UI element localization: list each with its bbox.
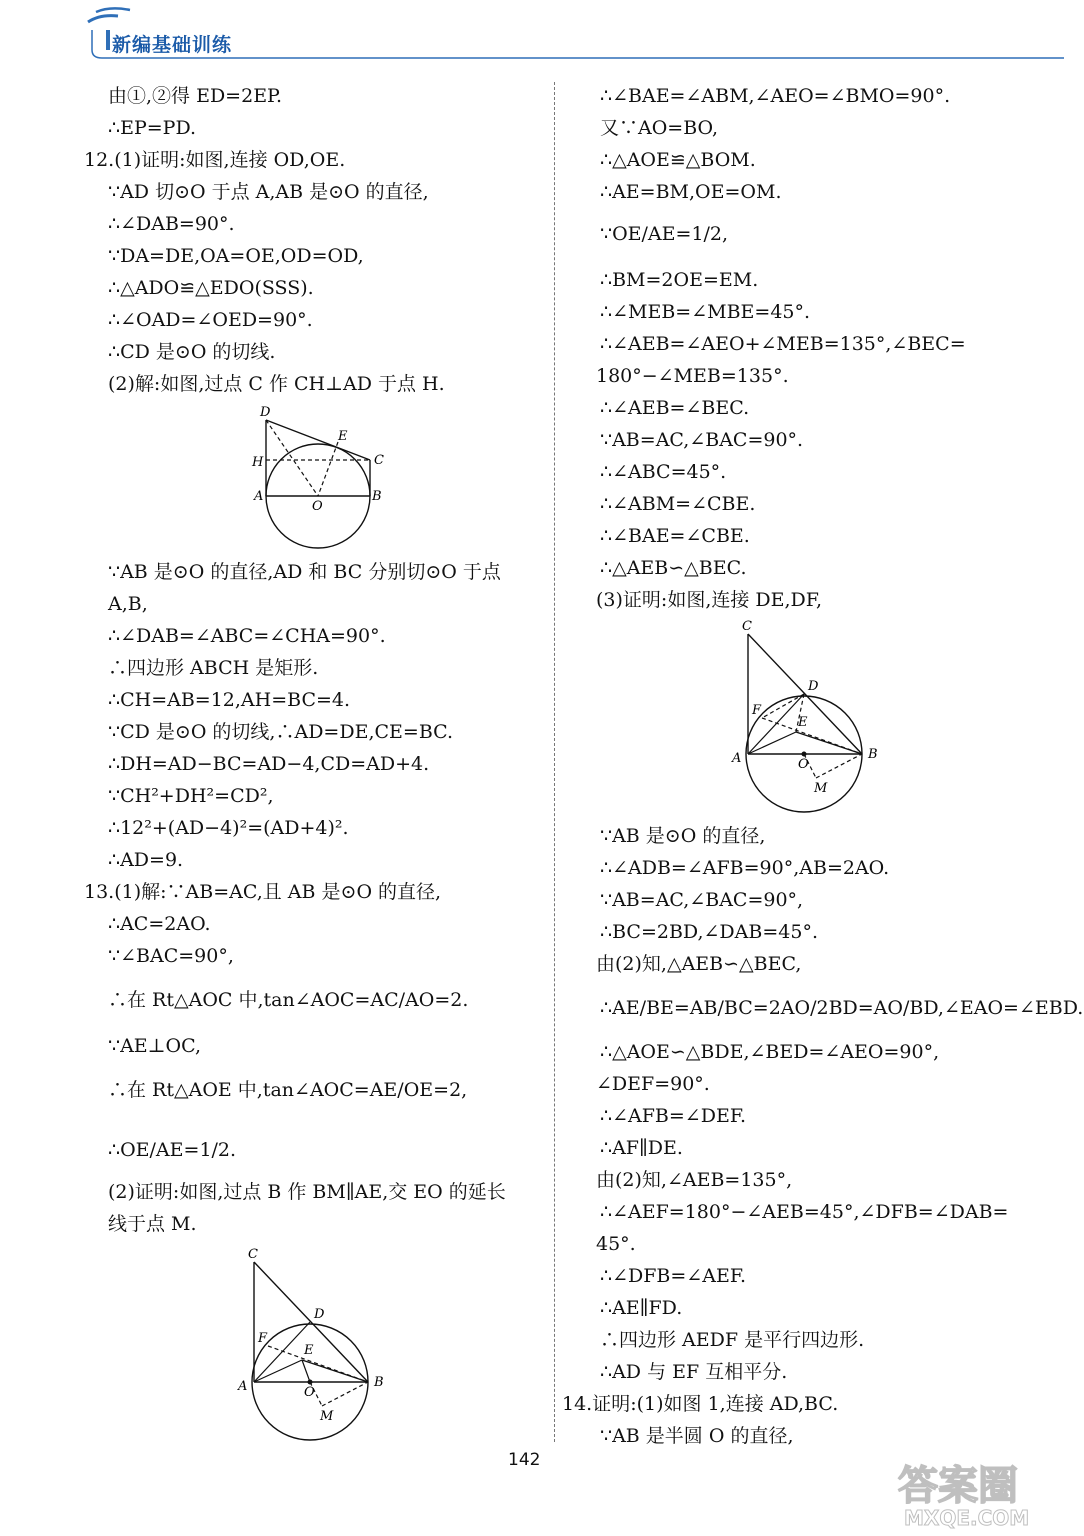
- text-line: 由①,②得 ED=2EP.: [108, 85, 283, 107]
- fig12-label-o: O: [312, 499, 323, 514]
- text-line: 由(2)知,∠AEB=135°,: [596, 1169, 793, 1191]
- page-number: 142: [508, 1450, 541, 1470]
- fig13a-label-d: D: [314, 1307, 325, 1322]
- text-line: ∵AB 是⊙O 的直径,AD 和 BC 分别切⊙O 于点: [108, 561, 501, 583]
- text-line: ∵CH²+DH²=CD²,: [108, 785, 274, 807]
- fig13b-label-d: D: [808, 679, 819, 694]
- figure-13a-diagram: [234, 1242, 404, 1442]
- text-line: ∵AB 是半圆 O 的直径,: [600, 1425, 794, 1447]
- text-line: ∴BC=2BD,∠DAB=45°.: [600, 921, 818, 943]
- fig12-label-e: E: [338, 429, 348, 444]
- text-line: ∴OE/AE=1/2.: [108, 1139, 237, 1161]
- text-line: ∴DH=AD−BC=AD−4,CD=AD+4.: [108, 753, 430, 775]
- text-line: ∴∠ABC=45°.: [600, 461, 727, 483]
- problem-13-heading: 13.(1)解:∵AB=AC,且 AB 是⊙O 的直径,: [84, 881, 442, 903]
- page-header: [0, 0, 1084, 70]
- text-line: ∴∠ABM=∠CBE.: [600, 493, 756, 515]
- text-line: ∴AE/BE=AB/BC=2AO/2BD=AO/BD,∠EAO=∠EBD.: [600, 997, 1084, 1019]
- text-line: ∴△AEB∽△BEC.: [600, 557, 747, 579]
- text-line: ∴∠AFB=∠DEF.: [600, 1105, 747, 1127]
- text-line: ∵AB=AC,∠BAC=90°,: [600, 889, 804, 911]
- text-line: ∵OE/AE=1/2,: [600, 223, 729, 245]
- watermark-line1: 答案圈: [898, 1463, 1018, 1509]
- watermark-logo-icon: [890, 1455, 1070, 1531]
- fig13b-label-a: A: [732, 751, 742, 766]
- text-line: (2)解:如图,过点 C 作 CH⊥AD 于点 H.: [108, 373, 445, 395]
- text-line: ∴EP=PD.: [108, 117, 197, 139]
- fig13a-label-o: O: [304, 1385, 315, 1400]
- text-line: ∴AD 与 EF 互相平分.: [600, 1361, 788, 1383]
- fig13b-label-o: O: [798, 757, 809, 772]
- text-line: 又∵AO=BO,: [600, 117, 719, 139]
- fig13a-label-m: M: [320, 1409, 334, 1424]
- text-line: ∴四边形 ABCH 是矩形.: [108, 657, 319, 679]
- fig12-label-a: A: [254, 489, 264, 504]
- fig13b-label-b: B: [868, 747, 878, 762]
- text-line: ∵CD 是⊙O 的切线,∴AD=DE,CE=BC.: [108, 721, 454, 743]
- text-line: ∴AE∥FD.: [600, 1297, 683, 1319]
- text-line: ∴∠ADB=∠AFB=90°,AB=2AO.: [600, 857, 890, 879]
- text-line: 线于点 M.: [108, 1213, 197, 1235]
- text-line: ∴BM=2OE=EM.: [600, 269, 759, 291]
- text-line: ∴AE=BM,OE=OM.: [600, 181, 782, 203]
- figure-12-diagram: [250, 400, 400, 552]
- text-line: ∴∠BAE=∠CBE.: [600, 525, 750, 547]
- text-line: ∴∠DFB=∠AEF.: [600, 1265, 747, 1287]
- text-line: 180°−∠MEB=135°.: [596, 365, 789, 387]
- text-line: 45°.: [596, 1233, 636, 1255]
- text-line: 由(2)知,△AEB∽△BEC,: [596, 953, 802, 975]
- text-line: ∴∠MEB=∠MBE=45°.: [600, 301, 811, 323]
- problem-14-heading: 14.证明:(1)如图 1,连接 AD,BC.: [562, 1393, 839, 1415]
- text-line: ∴∠AEB=∠BEC.: [600, 397, 750, 419]
- header-title: 新编基础训练: [112, 34, 233, 56]
- text-line: ∴△AOE≌△BOM.: [600, 149, 756, 171]
- text-line: ∴AC=2AO.: [108, 913, 211, 935]
- fig13b-label-c: C: [742, 619, 752, 634]
- text-line: ∵AD 切⊙O 于点 A,AB 是⊙O 的直径,: [108, 181, 429, 203]
- text-line: ∠DEF=90°.: [596, 1073, 710, 1095]
- fig13a-label-b: B: [374, 1375, 384, 1390]
- text-line: ∴∠AEF=180°−∠AEB=45°,∠DFB=∠DAB=: [600, 1201, 1009, 1223]
- text-line: ∵DA=DE,OA=OE,OD=OD,: [108, 245, 364, 267]
- text-line: ∵AB=AC,∠BAC=90°.: [600, 429, 804, 451]
- fig13b-label-e: E: [798, 715, 808, 730]
- column-divider: [554, 82, 555, 1442]
- text-line: ∴∠BAE=∠ABM,∠AEO=∠BMO=90°.: [600, 85, 951, 107]
- text-line: ∴四边形 AEDF 是平行四边形.: [600, 1329, 865, 1351]
- text-line: (3)证明:如图,连接 DE,DF,: [596, 589, 823, 611]
- text-line: ∴在 Rt△AOE 中,tan∠AOC=AE/OE=2,: [108, 1079, 468, 1101]
- fig13a-label-a: A: [238, 1379, 248, 1394]
- problem-12-heading: 12.(1)证明:如图,连接 OD,OE.: [84, 149, 346, 171]
- text-line: ∴AF∥DE.: [600, 1137, 683, 1159]
- text-line: ∵∠BAC=90°,: [108, 945, 234, 967]
- text-line: ∴在 Rt△AOC 中,tan∠AOC=AC/AO=2.: [108, 989, 469, 1011]
- text-line: ∵AE⊥OC,: [108, 1035, 202, 1057]
- fig13b-label-m: M: [814, 781, 828, 796]
- text-line: ∴∠DAB=90°.: [108, 213, 235, 235]
- text-line: ∴∠OAD=∠OED=90°.: [108, 309, 313, 331]
- watermark-line2: MXQE.COM: [904, 1506, 1030, 1530]
- fig13a-label-c: C: [248, 1247, 258, 1262]
- text-line: ∴△ADO≌△EDO(SSS).: [108, 277, 314, 299]
- text-line: (2)证明:如图,过点 B 作 BM∥AE,交 EO 的延长: [108, 1181, 506, 1203]
- figure-13b-diagram: [728, 614, 898, 814]
- text-line: A,B,: [108, 593, 148, 615]
- text-line: ∴CD 是⊙O 的切线.: [108, 341, 276, 363]
- fig12-label-c: C: [374, 453, 384, 468]
- text-line: ∴12²+(AD−4)²=(AD+4)².: [108, 817, 349, 839]
- text-line: ∴∠AEB=∠AEO+∠MEB=135°,∠BEC=: [600, 333, 966, 355]
- fig12-label-b: B: [372, 489, 382, 504]
- fig12-label-h: H: [252, 455, 264, 470]
- text-line: ∴∠DAB=∠ABC=∠CHA=90°.: [108, 625, 386, 647]
- text-line: ∴△AOE∽△BDE,∠BED=∠AEO=90°,: [600, 1041, 940, 1063]
- fig12-label-d: D: [260, 405, 271, 420]
- fig13a-label-f: F: [258, 1331, 268, 1346]
- text-line: ∴AD=9.: [108, 849, 184, 871]
- text-line: ∵AB 是⊙O 的直径,: [600, 825, 766, 847]
- fig13a-label-e: E: [304, 1343, 314, 1358]
- fig13b-label-f: F: [752, 703, 762, 718]
- text-line: ∴CH=AB=12,AH=BC=4.: [108, 689, 351, 711]
